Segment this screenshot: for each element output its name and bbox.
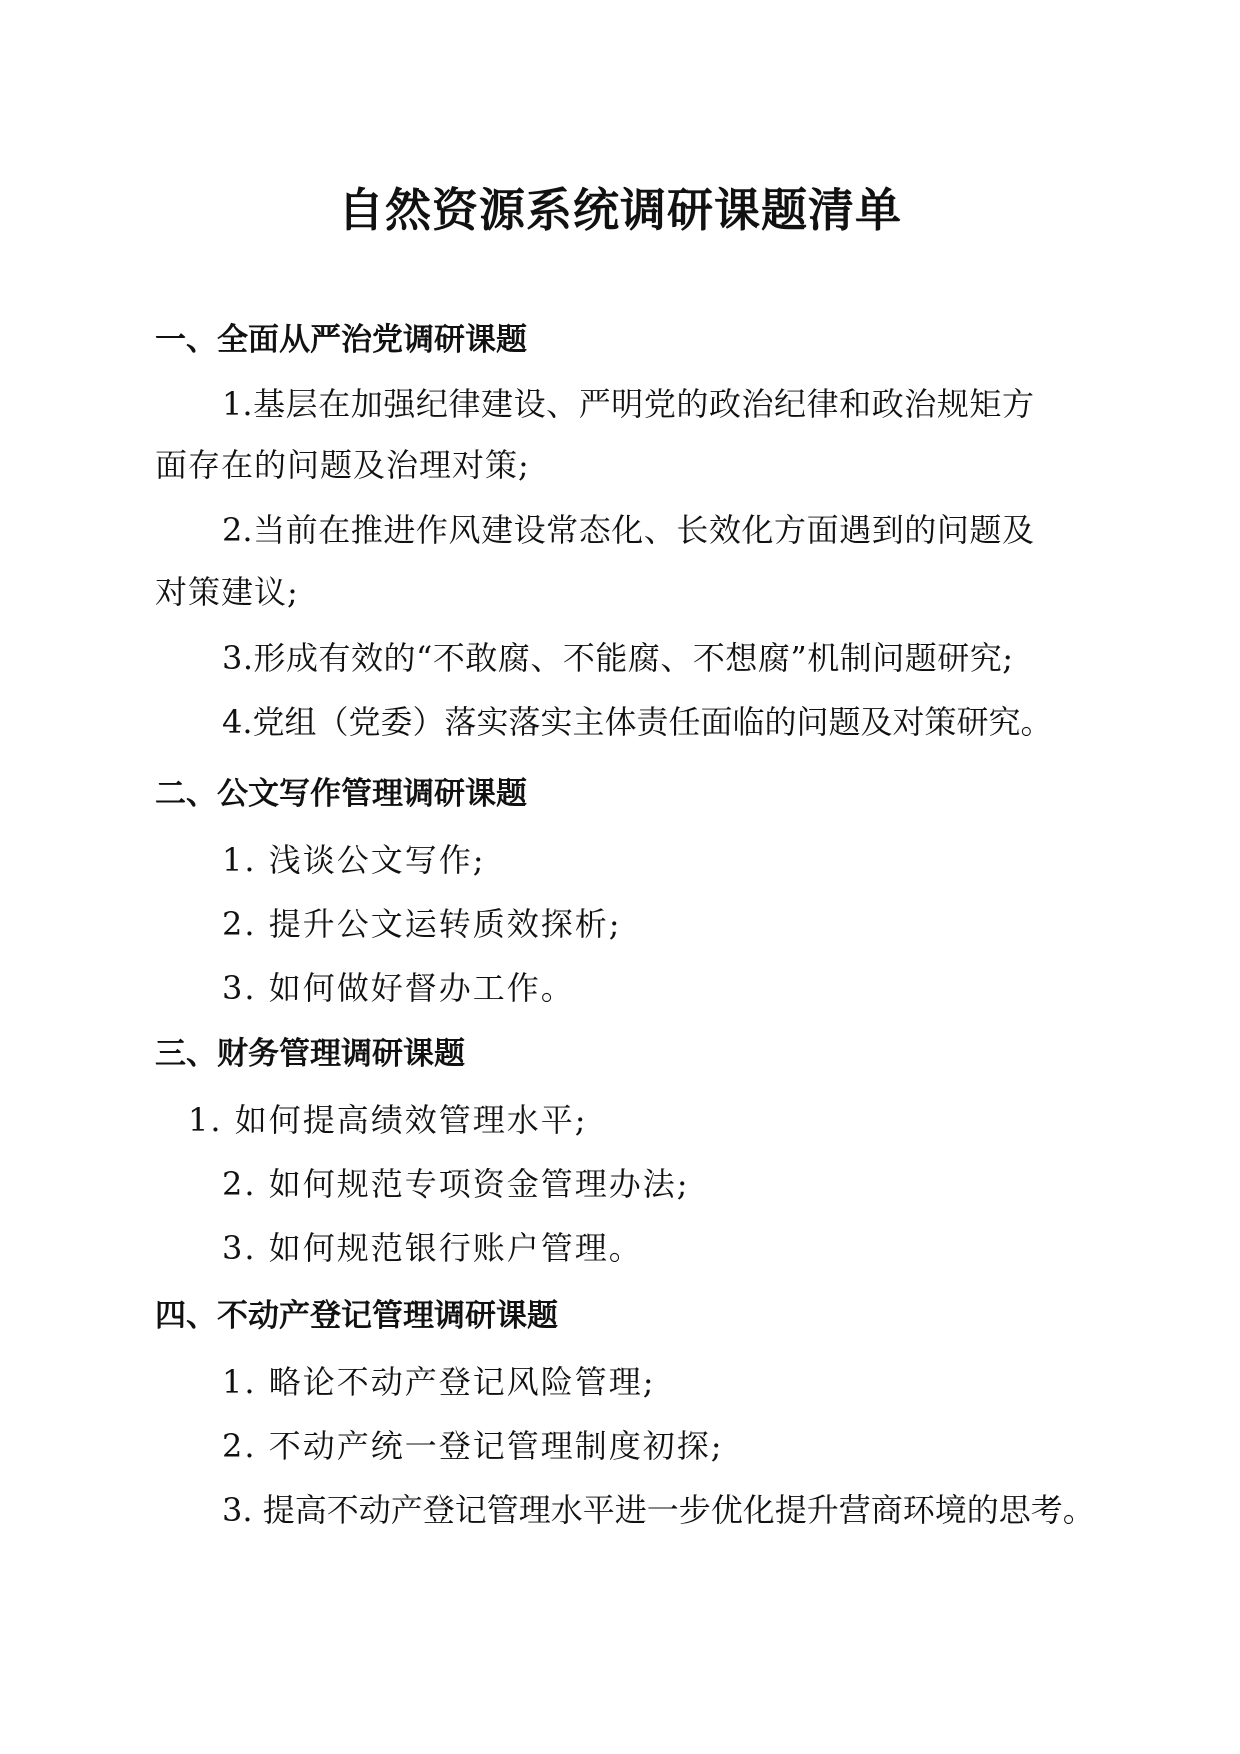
section-heading-1: 一、全面从严治党调研课题: [155, 322, 527, 358]
section-4-item-2: 2. 不动产统一登记管理制度初探;: [222, 1427, 724, 1465]
section-1-item-4: 4.党组（党委）落实落实主体责任面临的问题及对策研究。: [222, 703, 1053, 741]
section-4-item-3: 3. 提高不动产登记管理水平进一步优化提升营商环境的思考。: [222, 1491, 1095, 1529]
section-4-item-1: 1. 略论不动产登记风险管理;: [222, 1363, 656, 1401]
section-1-item-3: 3.形成有效的“不敢腐、不能腐、不想腐”机制问题研究;: [222, 639, 1014, 677]
section-2-item-2: 2. 提升公文运转质效探析;: [222, 905, 622, 943]
section-3-item-2: 2. 如何规范专项资金管理办法;: [222, 1165, 690, 1203]
section-3-item-3: 3. 如何规范银行账户管理。: [222, 1229, 643, 1267]
section-heading-4: 四、不动产登记管理调研课题: [155, 1298, 558, 1334]
section-1-item-2-line-1: 2.当前在推进作风建设常态化、长效化方面遇到的问题及: [222, 511, 1034, 549]
section-3-item-1: 1. 如何提高绩效管理水平;: [188, 1101, 588, 1139]
document-title: 自然资源系统调研课题清单: [338, 183, 902, 237]
section-1-item-1-line-1: 1.基层在加强纪律建设、严明党的政治纪律和政治规矩方: [222, 385, 1034, 423]
section-1-item-1-line-2: 面存在的问题及治理对策;: [155, 446, 530, 484]
section-heading-3: 三、财务管理调研课题: [155, 1036, 465, 1072]
section-2-item-3: 3. 如何做好督办工作。: [222, 969, 575, 1007]
section-2-item-1: 1. 浅谈公文写作;: [222, 841, 486, 879]
section-heading-2: 二、公文写作管理调研课题: [155, 776, 527, 812]
section-1-item-2-line-2: 对策建议;: [155, 573, 299, 611]
